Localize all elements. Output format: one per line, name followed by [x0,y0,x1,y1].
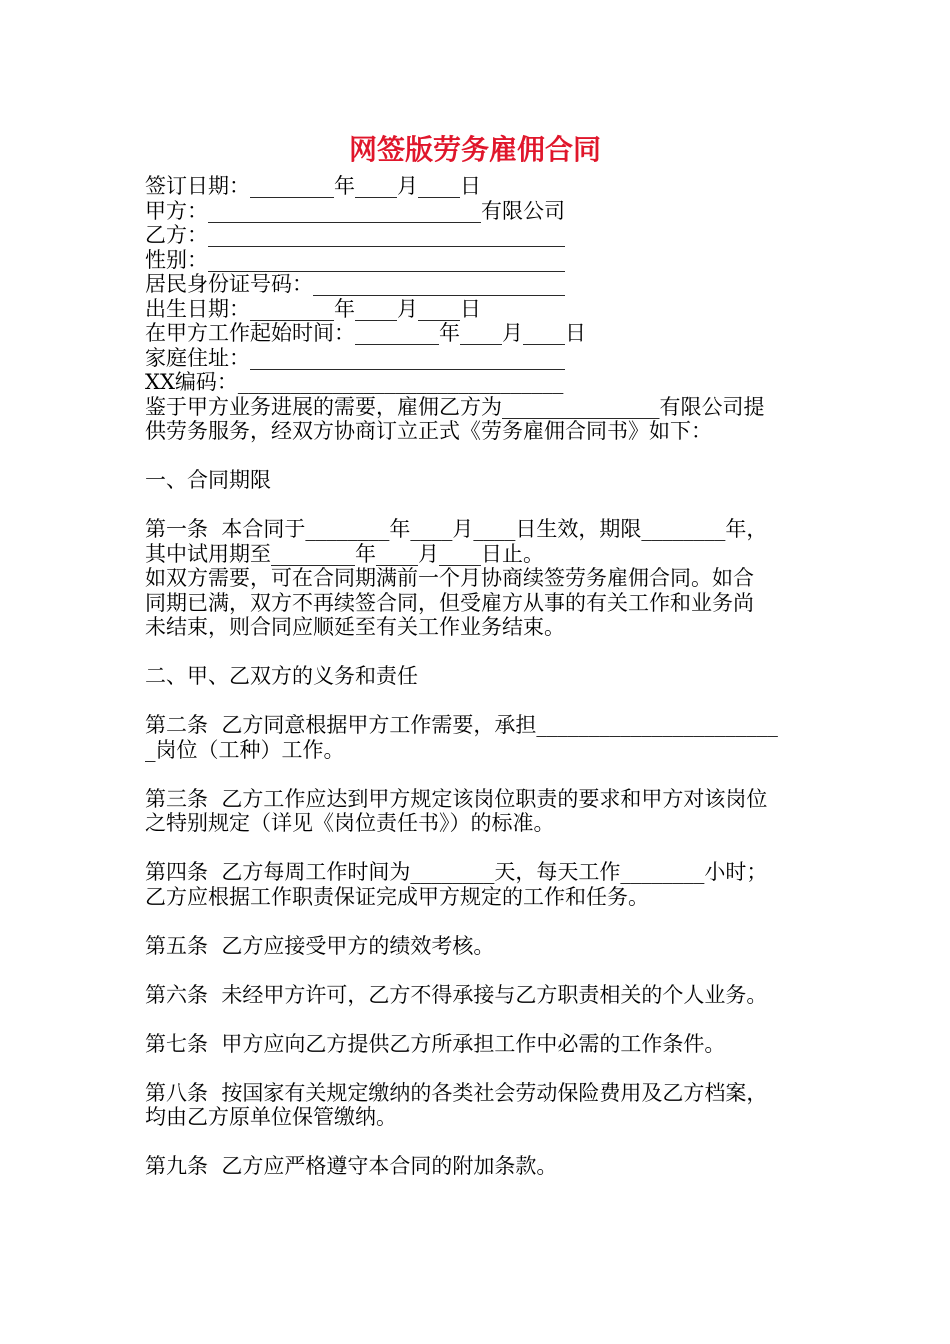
article-6 [145,983,809,1008]
article-line: 第三条 乙方工作应达到甲方规定该岗位职责的要求和甲方对该岗位 [145,786,768,811]
article-line: 之特别规定（详见《岗位责任书》）的标准。 [145,811,555,835]
section-heading: 一、合同期限 [145,468,271,492]
article-line: 如双方需要，可在合同期满前一个月协商续签劳务雇佣合同。如合 [145,566,754,590]
article-9 [145,1154,809,1179]
article-2 [145,713,809,762]
contract-title: 网签版劳务雇佣合同 [348,133,601,166]
article-line: 第八条 按国家有关规定缴纳的各类社会劳动保险费用及乙方档案， [145,1080,768,1105]
article-line: 第六条 未经甲方许可，乙方不得承接与乙方职责相关的个人业务。 [145,982,768,1007]
article-line: 第一条 本合同于________年____月____日生效，期限________年， [145,517,768,541]
postal-code-field: XX编码：_______________________________ [145,370,564,394]
article-line: 第四条 乙方每周工作时间为________天，每天工作________小时； [145,860,768,884]
id-number-field: 居民身份证号码：________________________ [145,272,565,296]
article-8 [145,1081,809,1130]
article-line: 乙方应根据工作职责保证完成甲方规定的工作和任务。 [145,884,649,909]
section-heading: 二、甲、乙双方的义务和责任 [145,664,418,688]
article-3 [145,787,809,836]
start-date-field: 在甲方工作起始时间：________年____月____日 [145,321,586,345]
article-line: 第五条 乙方应接受甲方的绩效考核。 [145,933,495,958]
article-line: 均由乙方原单位保管缴纳。 [145,1105,397,1129]
party-a-field: 甲方：__________________________有限公司 [145,198,565,223]
article-line: 第七条 甲方应向乙方提供乙方所承担工作中必需的工作条件。 [145,1031,726,1056]
article-4 [145,860,809,909]
birth-date-field: 出生日期：________年____月____日 [145,296,481,321]
article-line: 同期已满，双方不再续签合同，但受雇方从事的有关工作和业务尚 [145,590,754,615]
contract-body [145,174,809,1179]
preamble [145,395,809,444]
header-fields [145,174,809,395]
preamble-line: 供劳务服务，经双方协商订立正式《劳务雇佣合同书》如下： [145,419,712,443]
article-5 [145,934,809,959]
article-line: _岗位（工种）工作。 [145,737,345,762]
article-line: 第二条 乙方同意根据甲方工作需要，承担_______________________ [145,713,778,737]
article-1 [145,517,809,640]
article-7 [145,1032,809,1057]
party-b-field: 乙方：__________________________________ [145,223,565,247]
article-line: 第九条 乙方应严格遵守本合同的附加条款。 [145,1154,558,1178]
preamble-line: 鉴于甲方业务进展的需要，雇佣乙方为_______________有限公司提 [145,394,765,419]
signing-date-field: 签订日期：________年____月____日 [145,174,481,198]
gender-field: 性别：__________________________________ [145,247,565,272]
article-line: 其中试用期至________年____月____日止。 [145,541,544,566]
home-address-field: 家庭住址：______________________________ [145,345,565,370]
article-line: 未结束，则合同应顺延至有关工作业务结束。 [145,615,565,639]
